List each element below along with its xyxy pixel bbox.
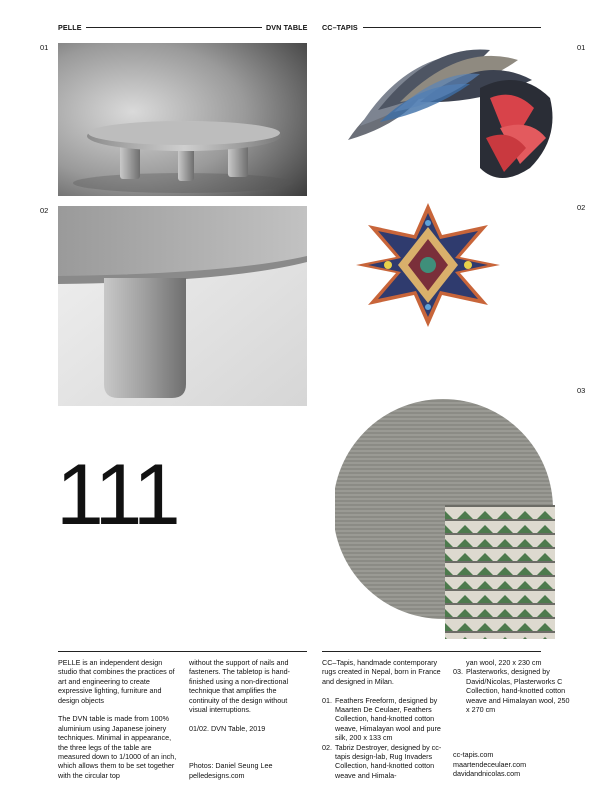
dvn-table-photo-02 bbox=[58, 206, 307, 406]
cctapis-text-column-1 bbox=[322, 658, 444, 780]
tabriz-destroyer-rug-image bbox=[348, 200, 508, 330]
right-figure-number-01: 01 bbox=[577, 43, 586, 52]
left-figure-number-02: 02 bbox=[40, 206, 49, 215]
cctapis-text-column-2 bbox=[453, 658, 571, 779]
pelle-text-top-rule bbox=[58, 651, 307, 652]
pelle-dvn-paragraph: The DVN table is made from 100% aluminium using Japanese joinery techniques. Minimal in appearance, the three legs of the table are measured down to 1/1000 of an inch, which allows them to be set together with the circular top bbox=[58, 714, 177, 780]
list-item-text: Feathers Freeform, designed by Maarten De Ceulaer, Feathers Collection, hand-knotted cotton weave, Himalayan wool and pure silk, 200 x 133 cm bbox=[335, 695, 441, 743]
davidandnicolas-website-link[interactable]: davidandnicolas.com bbox=[453, 769, 521, 779]
list-item-text: Tabriz Destroyer, designed by cc-tapis design-lab, Rug Invaders Collection, hand-knotted cotton weave and Himala- bbox=[335, 742, 442, 780]
feathers-freeform-rug-image bbox=[330, 40, 562, 192]
header-rule-right bbox=[363, 27, 541, 28]
pelle-website-link[interactable]: pelledesigns.com bbox=[189, 770, 245, 780]
pelle-finish-paragraph: without the support of nails and fasteners. The tabletop is hand-finished using a non-directional technique that amplifies the continuity of the design without visual interruptions. bbox=[189, 658, 290, 715]
list-item-text: Plasterworks, designed by David/Nicolas, Plasterworks C Collection, hand-knotted cotton weave and Himalayan wool, 250 x 270 cm bbox=[466, 667, 570, 715]
pelle-caption: 01/02. DVN Table, 2019 bbox=[189, 723, 266, 733]
cctapis-website-link[interactable]: cc-tapis.com bbox=[453, 750, 494, 760]
header-cctapis-label: CC–TAPIS bbox=[322, 23, 358, 32]
list-item-index: 01. bbox=[322, 695, 332, 705]
page-number: 111 bbox=[56, 447, 178, 543]
cctapis-rug-list-continued bbox=[453, 667, 571, 714]
left-figure-number-01: 01 bbox=[40, 43, 49, 52]
cctapis-text-top-rule bbox=[322, 651, 541, 652]
header-pelle-label: PELLE bbox=[58, 23, 82, 32]
maartendeceulaer-website-link[interactable]: maartendeceulaer.com bbox=[453, 759, 527, 769]
list-item bbox=[322, 743, 444, 781]
header-rule-left bbox=[86, 27, 262, 28]
list-item-index: 02. bbox=[322, 742, 332, 752]
list-item-index: 03. bbox=[453, 667, 463, 677]
dvn-table-photo-01 bbox=[58, 43, 307, 196]
right-figure-number-02: 02 bbox=[577, 203, 586, 212]
plasterworks-rug-image bbox=[335, 395, 565, 640]
header-dvn-label: DVN TABLE bbox=[266, 23, 308, 32]
cctapis-continued-text: yan wool, 220 x 230 cm bbox=[466, 658, 542, 667]
pelle-text-column-1 bbox=[58, 658, 179, 790]
pelle-text-column-2 bbox=[189, 658, 307, 780]
list-item bbox=[453, 667, 571, 714]
pelle-photo-credit: Photos: Daniel Seung Lee bbox=[189, 761, 273, 771]
cctapis-intro-paragraph: CC–Tapis, handmade contemporary rugs created in Nepal, born in France and designed in Milan. bbox=[322, 658, 441, 686]
cctapis-rug-list bbox=[322, 696, 444, 781]
list-item bbox=[322, 696, 444, 743]
pelle-intro-paragraph: PELLE is an independent design studio that combines the practices of art and engineering to create expressive lighting, furniture and design objects bbox=[58, 658, 175, 705]
right-figure-number-03: 03 bbox=[577, 386, 586, 395]
